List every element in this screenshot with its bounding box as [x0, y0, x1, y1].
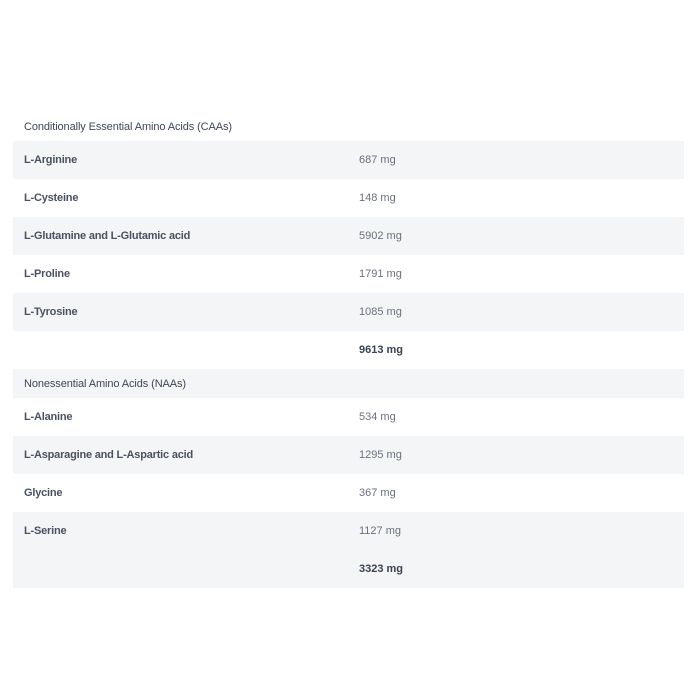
row-name: L-Cysteine — [24, 192, 79, 204]
row-amount: 1295 mg — [359, 449, 402, 461]
table-row — [13, 179, 684, 217]
row-name: L-Asparagine and L-Aspartic acid — [24, 449, 194, 461]
table-row — [13, 436, 684, 474]
section-header-naas: Nonessential Amino Acids (NAAs) — [13, 369, 684, 398]
row-amount: 1127 mg — [359, 525, 401, 537]
row-amount: 1791 mg — [359, 268, 402, 280]
total-amount: 3323 mg — [359, 563, 404, 575]
row-name: L-Arginine — [24, 154, 77, 166]
table-row — [13, 474, 684, 512]
total-amount: 9613 mg — [359, 344, 404, 356]
row-amount: 687 mg — [359, 154, 396, 166]
row-amount: 148 mg — [359, 192, 396, 204]
section-header-caas: Conditionally Essential Amino Acids (CAAs) — [13, 112, 684, 141]
row-name: L-Tyrosine — [24, 306, 78, 318]
row-name: L-Proline — [24, 268, 70, 280]
total-row-naas — [13, 550, 684, 588]
row-amount: 367 mg — [359, 487, 396, 499]
total-row-caas — [13, 331, 684, 369]
table-row — [13, 217, 684, 255]
row-name: L-Alanine — [24, 411, 73, 423]
row-amount: 1085 mg — [359, 306, 402, 318]
row-amount: 5902 mg — [359, 230, 402, 242]
row-name: Glycine — [24, 487, 63, 499]
row-name: L-Glutamine and L-Glutamic acid — [24, 230, 191, 242]
row-name: L-Serine — [24, 525, 67, 537]
table-row — [13, 141, 684, 179]
amino-acid-table — [13, 112, 684, 588]
row-amount: 534 mg — [359, 411, 396, 423]
table-row — [13, 255, 684, 293]
table-row — [13, 398, 684, 436]
table-row — [13, 293, 684, 331]
table-row — [13, 512, 684, 550]
